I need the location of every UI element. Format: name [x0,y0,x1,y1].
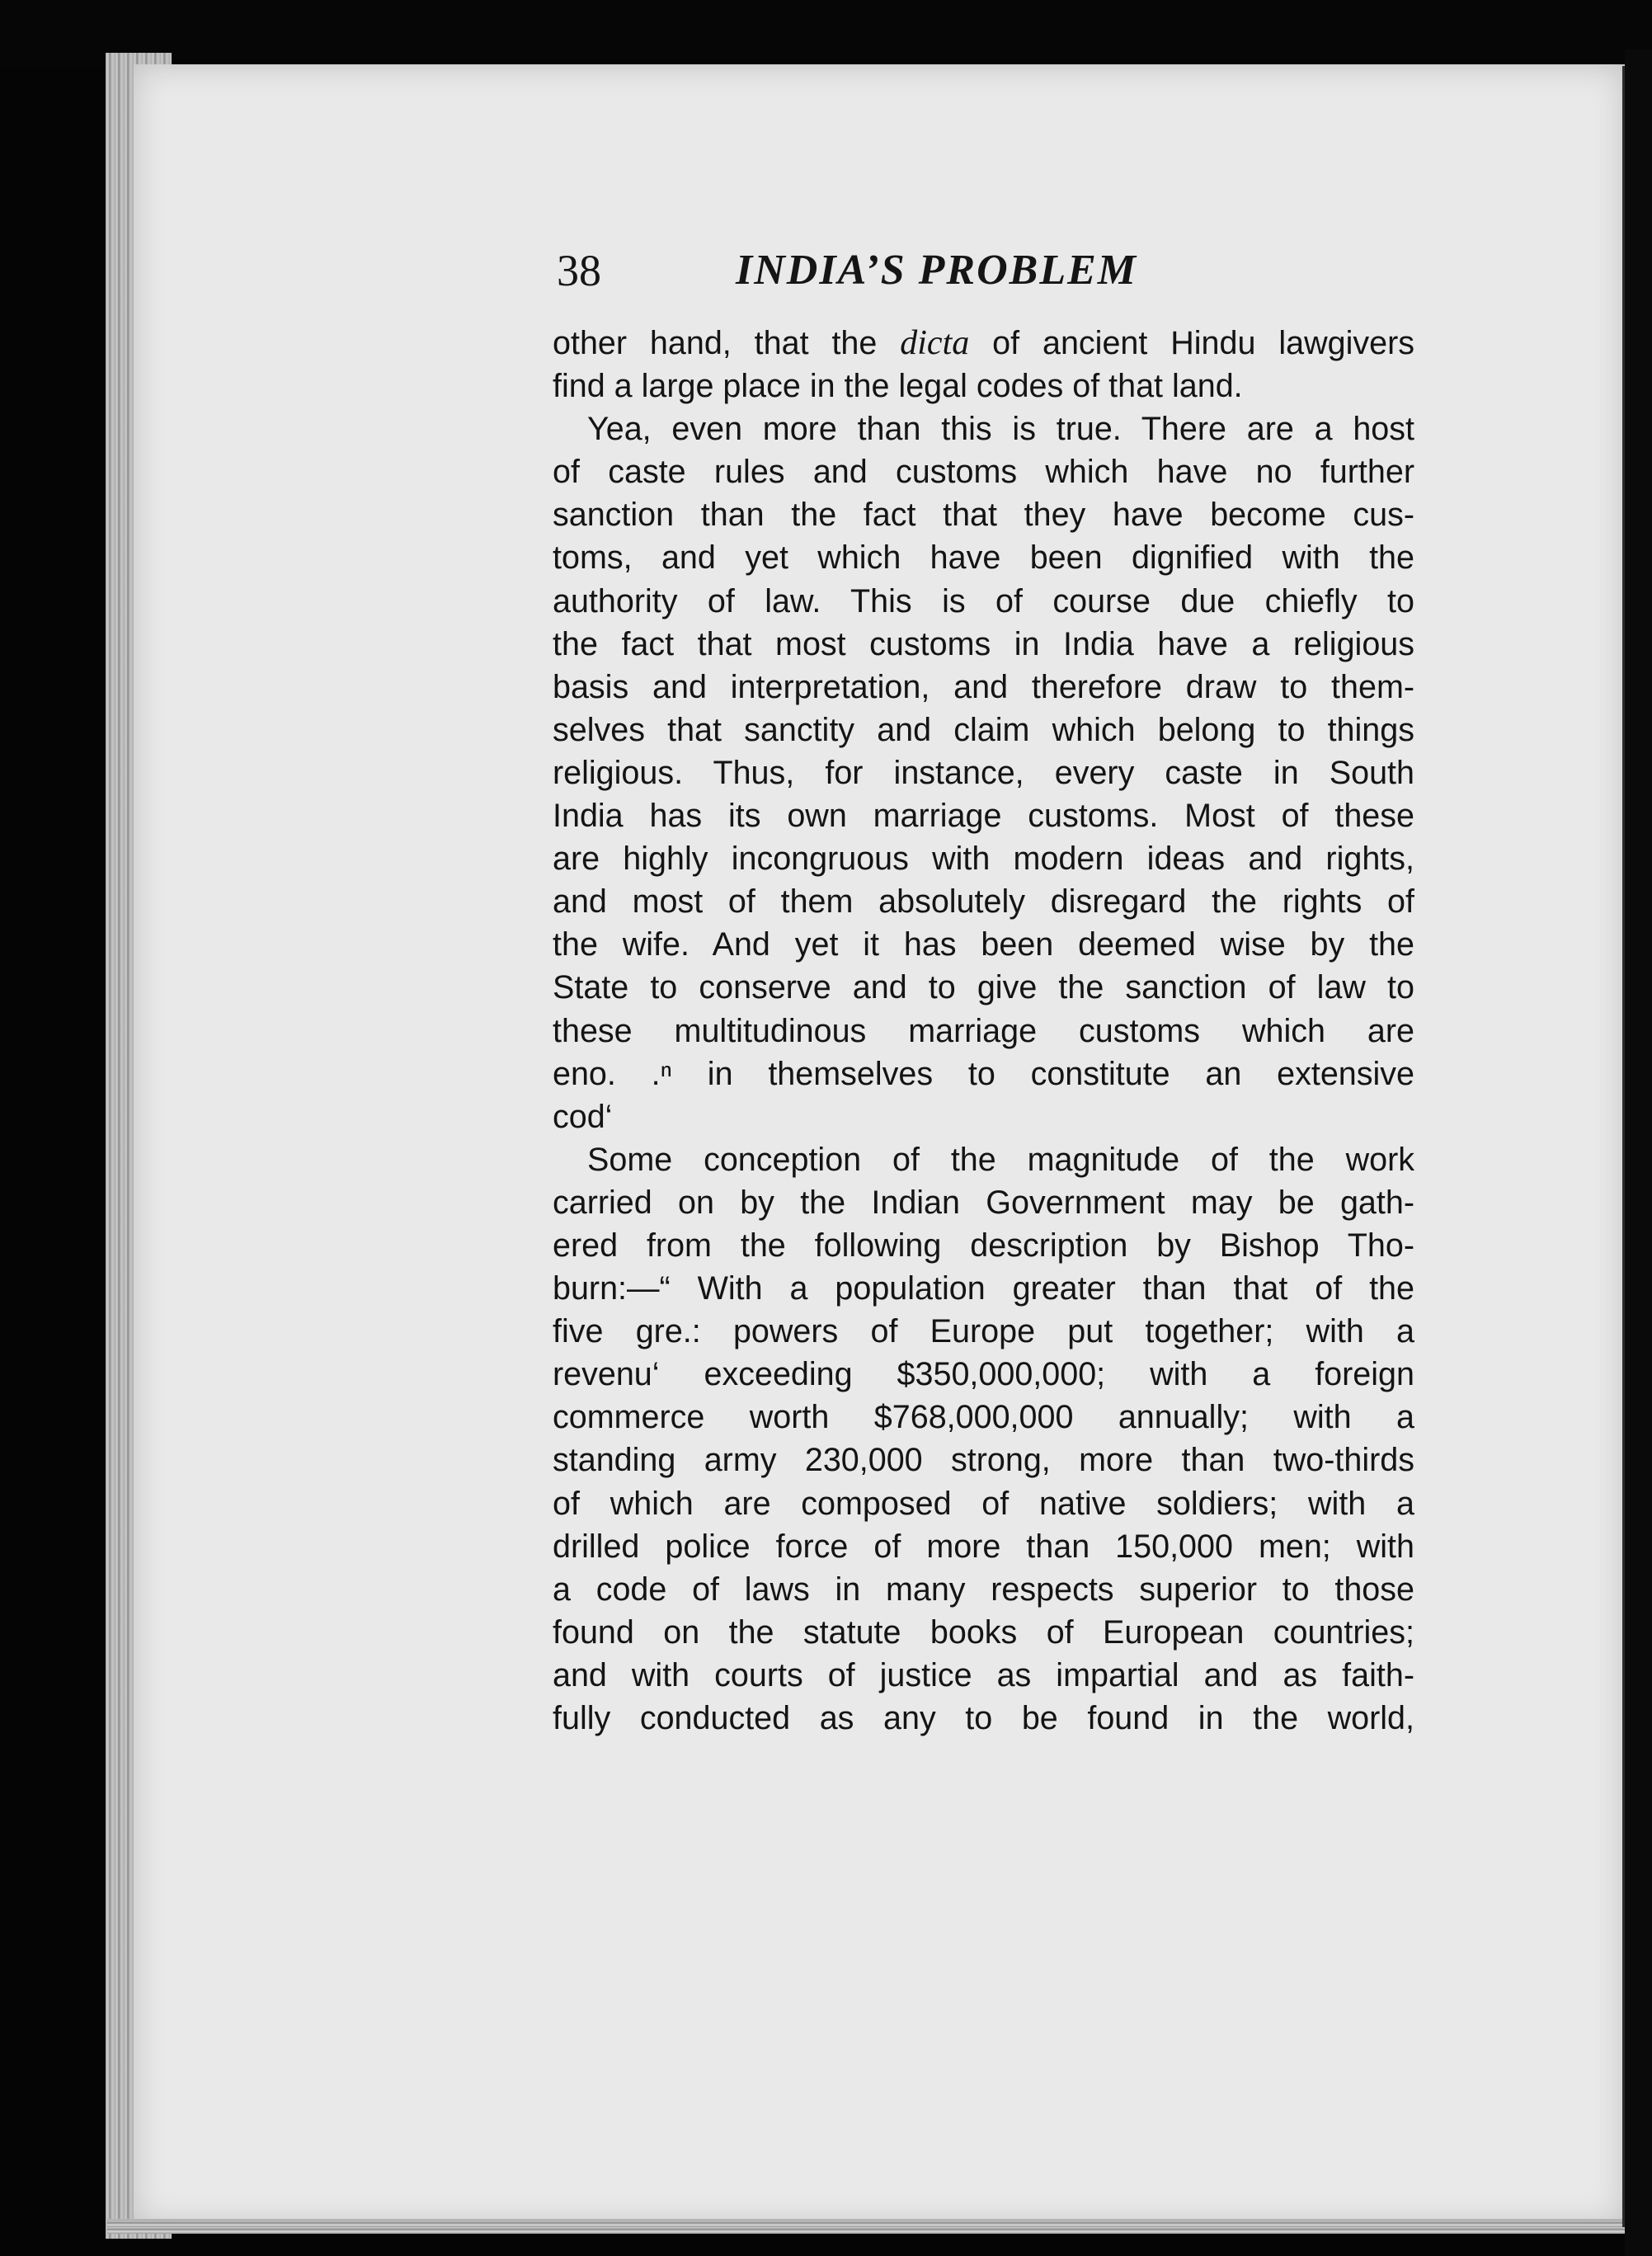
text-line: carried on by the Indian Government may be gath- [553,1184,1414,1221]
text-line: of caste rules and customs which have no further [553,454,1414,491]
text-line: Yea, even more than this is true. There are a host [587,411,1414,448]
text-line: and with courts of justice as impartial and as faith- [553,1656,1414,1693]
text-segment: of ancient Hindu lawgivers [969,325,1414,361]
text-line: India has its own marriage customs. Most of these [553,798,1414,835]
paragraph [553,322,1414,407]
text-line: a code of laws in many respects superior to those [553,1571,1414,1608]
italic-term: dicta [900,324,970,362]
page-number: 38 [557,246,601,295]
text-line: and most of them absolutely disregard the rights of [553,883,1414,921]
page-bottom-edge [107,2219,1625,2234]
text-line: the wife. And yet it has been deemed wise by the [553,926,1414,963]
text-segment: other hand, that the [553,325,901,361]
text-line: authority of law. This is of course due chiefly to [553,582,1414,619]
scan-border-right [1625,49,1652,2256]
text-line: cod‘ [553,1098,613,1135]
text-line: religious. Thus, for instance, every caste in South [553,754,1414,791]
running-title: INDIA’S PROBLEM [736,247,1138,294]
text-line: toms, and yet which have been dignified with the [553,539,1414,577]
text-line: are highly incongruous with modern ideas and rights, [553,841,1414,878]
text-line: find a large place in the legal codes of that land. [553,368,1243,405]
text-line: selves that sanctity and claim which belong to things [553,711,1414,748]
text-line: of which are composed of native soldiers; with a [553,1485,1414,1522]
text-line: burn:—“ With a population greater than that of the [553,1270,1414,1307]
text-line: Some conception of the magnitude of the work [587,1141,1414,1178]
text-line [553,322,1414,365]
text-line: standing army 230,000 strong, more than two-thirds [553,1442,1414,1479]
paragraph [553,1138,1414,1740]
text-line: eno. .ⁿ in themselves to constitute an extensive [553,1055,1414,1092]
text-line: five gre.: powers of Europe put together; with a [553,1313,1414,1350]
text-line: the fact that most customs in India have a religious [553,625,1414,662]
scan-border-top [0,0,1652,66]
text-line: these multitudinous marriage customs which are [553,1012,1414,1049]
page-header [553,239,1414,322]
page-text-block [553,239,1414,1740]
body-text [553,322,1414,1740]
text-line: drilled police force of more than 150,000 men; with [553,1528,1414,1565]
text-line: fully conducted as any to be found in the world, [553,1700,1414,1736]
text-line: revenu‘ exceeding $350,000,000; with a foreign [553,1356,1414,1393]
text-line: commerce worth $768,000,000 annually; with a [553,1399,1414,1436]
paragraph [553,407,1414,1138]
text-line: basis and interpretation, and therefore draw to them- [553,668,1414,705]
text-line: sanction than the fact that they have become cus- [553,497,1414,534]
text-line: State to conserve and to give the sanction of law to [553,969,1414,1006]
text-line: ered from the following description by Bishop Tho- [553,1227,1414,1264]
text-line: found on the statute books of European countries; [553,1613,1414,1651]
